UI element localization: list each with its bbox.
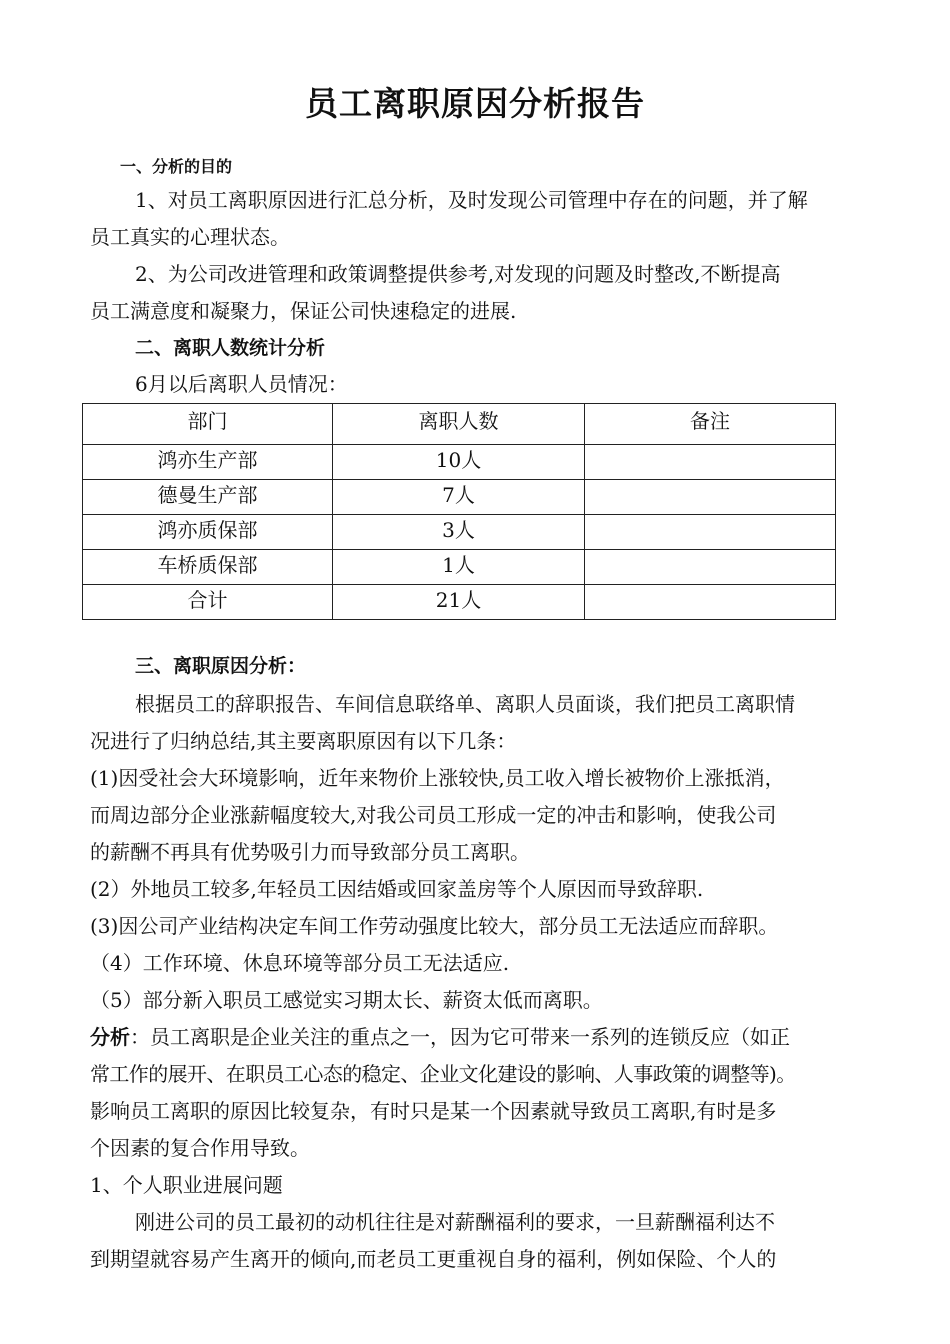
table-cell-remarks <box>585 445 836 480</box>
section3-intro-line2: 况进行了归纳总结,其主要离职原因有以下几条： <box>90 729 517 753</box>
section2-intro: 6月以后离职人员情况： <box>135 372 348 396</box>
table-cell-remarks <box>585 585 836 620</box>
table-row <box>83 445 836 480</box>
report-title: 员工离职原因分析报告 <box>305 84 645 123</box>
table-header-row <box>83 404 836 445</box>
table-header-department: 部门 <box>83 404 333 445</box>
section3-heading: 三、离职原因分析： <box>135 655 307 677</box>
section1-paragraph1-line2: 员工真实的心理状态。 <box>90 225 290 249</box>
subsection1-line2: 到期望就容易产生离开的倾向,而老员工更重视自身的福利，例如保险、个人的 <box>90 1247 777 1271</box>
subsection1-line1: 刚进公司的员工最初的动机往往是对薪酬福利的要求，一旦薪酬福利达不 <box>135 1210 775 1234</box>
table-cell-remarks <box>585 550 836 585</box>
section2-heading: 二、离职人数统计分析 <box>135 337 326 359</box>
section3-intro-line1: 根据员工的辞职报告、车间信息联络单、离职人员面谈，我们把员工离职情 <box>135 692 795 716</box>
resignation-stats-table <box>82 403 836 620</box>
reason1-line1: (1)因受社会大环境影响，近年来物价上涨较快,员工收入增长被物价上涨抵消， <box>90 766 785 790</box>
table-cell-department: 合计 <box>83 585 333 620</box>
table-cell-count: 3人 <box>333 515 585 550</box>
analysis-line4: 个因素的复合作用导致。 <box>90 1136 310 1160</box>
analysis-text: ：员工离职是企业关注的重点之一，因为它可带来一系列的连锁反应（如正 <box>130 1025 790 1049</box>
section1-paragraph2-line1: 2、为公司改进管理和政策调整提供参考,对发现的问题及时整改,不断提高 <box>135 262 781 286</box>
table-total-row <box>83 585 836 620</box>
reason5: （5）部分新入职员工感觉实习期太长、薪资太低而离职。 <box>90 988 603 1012</box>
table-cell-count: 1人 <box>333 550 585 585</box>
analysis-line2: 常工作的展开、在职员工心态的稳定、企业文化建设的影响、人事政策的调整等)。 <box>90 1062 796 1086</box>
reason1-line3: 的薪酬不再具有优势吸引力而导致部分员工离职。 <box>90 840 530 864</box>
table-cell-count: 21人 <box>333 585 585 620</box>
table-cell-remarks <box>585 480 836 515</box>
analysis-line3: 影响员工离职的原因比较复杂，有时只是某一个因素就导致员工离职,有时是多 <box>90 1099 777 1123</box>
table-row <box>83 480 836 515</box>
analysis-line1 <box>90 1025 880 1049</box>
section1-paragraph1-line1: 1、对员工离职原因进行汇总分析，及时发现公司管理中存在的问题，并了解 <box>135 188 808 212</box>
table-cell-department: 鸿亦生产部 <box>83 445 333 480</box>
section1-heading: 一、分析的目的 <box>120 157 233 176</box>
section1-paragraph2-line2: 员工满意度和凝聚力，保证公司快速稳定的进展. <box>90 299 517 323</box>
table-cell-remarks <box>585 515 836 550</box>
table-row <box>83 550 836 585</box>
table-header-count: 离职人数 <box>333 404 585 445</box>
table-cell-count: 10人 <box>333 445 585 480</box>
table-cell-department: 鸿亦质保部 <box>83 515 333 550</box>
table-header-remarks: 备注 <box>585 404 836 445</box>
subsection1-heading: 1、个人职业进展问题 <box>90 1173 283 1197</box>
table-row <box>83 515 836 550</box>
reason1-line2: 而周边部分企业涨薪幅度较大,对我公司员工形成一定的冲击和影响，使我公司 <box>90 803 777 827</box>
analysis-label: 分析 <box>90 1025 130 1049</box>
table-cell-count: 7人 <box>333 480 585 515</box>
table-cell-department: 车桥质保部 <box>83 550 333 585</box>
reason4: （4）工作环境、休息环境等部分员工无法适应. <box>90 951 510 975</box>
table-cell-department: 德曼生产部 <box>83 480 333 515</box>
reason2: (2）外地员工较多,年轻员工因结婚或回家盖房等个人原因而导致辞职. <box>90 877 704 901</box>
reason3: (3)因公司产业结构决定车间工作劳动强度比较大，部分员工无法适应而辞职。 <box>90 914 779 938</box>
